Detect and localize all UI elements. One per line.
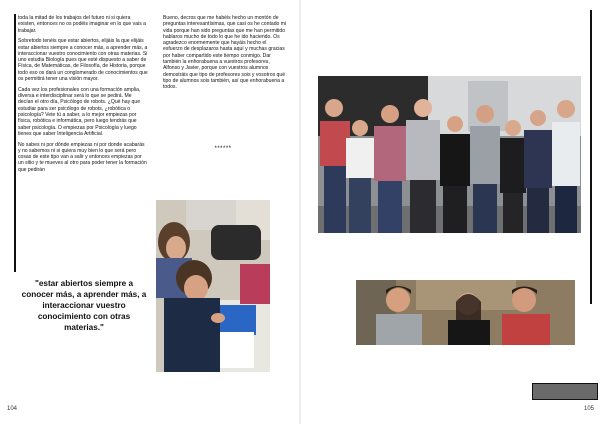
students-group xyxy=(376,286,550,345)
left-vertical-rule xyxy=(14,14,16,272)
group-photo-illustration xyxy=(318,76,581,233)
paragraph: toda la mitad de los trabajos del futuro ni si quiera existen, entonces no os podéis imaginar en lo que vais a trabajar. xyxy=(18,15,146,34)
group-photo xyxy=(318,76,581,233)
right-vertical-rule xyxy=(590,10,592,304)
section-separator: ****** xyxy=(214,146,232,152)
text-column-2 xyxy=(163,15,287,95)
pull-quote: "estar abiertos siempre a conocer más, a aprender más, a interaccionar vuestro conocimiento con otras materias." xyxy=(21,279,147,332)
paragraph: Cada vez los profesionales con una formación amplia, diversa e interdisciplinar será lo que se pedirá. Me decían el otro día, Psicólogo de robots. ¿Qué hay que estudiar para ser psicólogo de robots, ¿robótica o psicología? Vete tú a saber, a lo mejor empiezas por física, robótica e informática, pero luego tendrás que saber psicología. O empiezas por Psicología y luego tienes que saber Inteligencia Artificial. xyxy=(18,86,141,137)
paragraph: Sobretodo tenéis que estar abiertos, elijáis la que elijáis estar abiertos siempre a conocer más, a aprender más, a interaccionar vuestro conocimiento con otras materias. Si uno estudia Biología pues que esté dispuesto a saber de Física, de Matemáticas, de Filosofía, de Historia, porque todo eso os dará un conglomerado de conocimientos que os permitirá tener una visión mayor. xyxy=(18,38,148,83)
paragraph: No sabes ni por dónde empiezas ni por donde acabarás y no sabemos ni si quiera muy bien lo que será pero cosas de este tipo van a salir y entonces empiezas por un sitio y te mueves al otro para poder tener la formación que pedirán xyxy=(18,141,147,173)
page-number-left: 104 xyxy=(7,406,18,412)
text-column-1 xyxy=(18,15,148,177)
three-students-photo xyxy=(356,280,575,345)
students-studying-photo xyxy=(156,200,270,372)
students-studying-illustration xyxy=(156,200,270,372)
three-students-illustration xyxy=(356,280,575,345)
paragraph: Bueno, decros que me habéis hecho un montón de preguntas interesantísimas, que casi os he contado mi vida porque han sido preguntas que me han permitido hablaros mucho de todo lo que he ido haciendo. Os agradezco enormemente que hayáis hecho el esfuerzo de desplazaros hasta aquí y muchas gracias por haber compartido este tiempo conmigo. Dar también la enhorabuena a vuestros profesores, Alfonso y Javier, porque con vuestros alumnos demostráis que tipo de profesores sois y vosotros qué tipo de alumnos sois también, así que enhorabuena a todos. xyxy=(163,15,287,91)
page-number-right: 105 xyxy=(584,406,595,412)
page-number-box xyxy=(532,383,598,400)
page-gutter xyxy=(299,0,301,424)
